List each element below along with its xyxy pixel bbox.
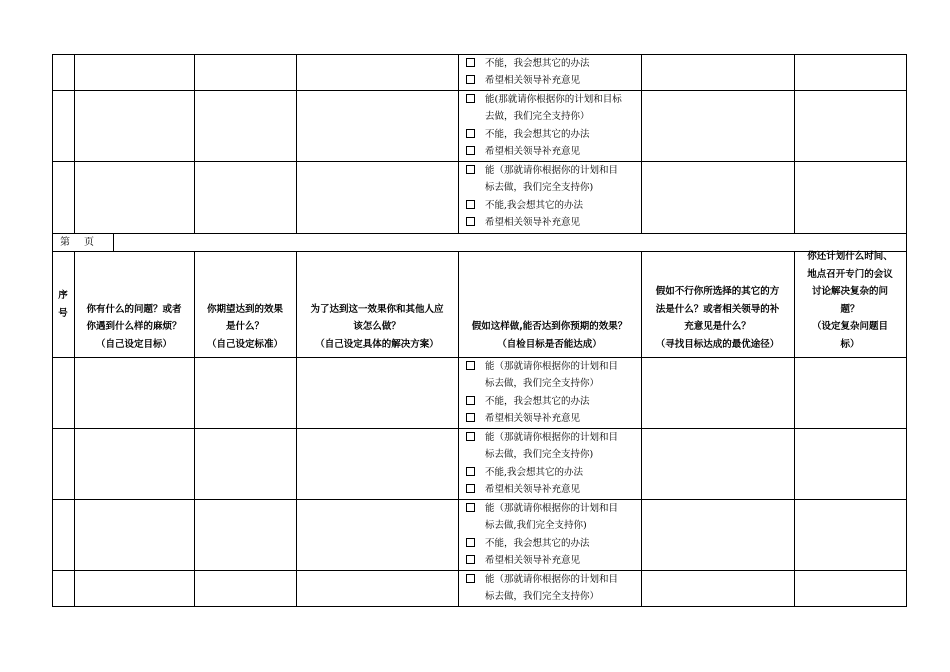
header-alternative: [641, 283, 794, 353]
grid-line-horizontal: [52, 428, 907, 429]
checkbox-icon[interactable]: [466, 574, 475, 583]
check-option[interactable]: [466, 483, 580, 496]
checkbox-icon[interactable]: [466, 75, 475, 84]
check-option[interactable]: [466, 466, 583, 479]
grid-line-vertical: [458, 54, 459, 234]
header-meeting-line: （设定复杂问题目: [811, 321, 888, 332]
header-problem-line: （自己设定目标）: [95, 338, 172, 350]
grid-line-vertical: [74, 54, 75, 234]
check-option[interactable]: [466, 164, 618, 177]
checkbox-icon[interactable]: [466, 165, 475, 174]
header-action-line: （自己设定具体的解决方案）: [315, 338, 439, 350]
header-meeting-line: 你还计划什么时间、: [807, 251, 893, 262]
option-label: 不能，我会想其它的办法: [485, 395, 590, 407]
checkbox-icon[interactable]: [466, 555, 475, 564]
option-label-continuation: 标去做,我们完全支持你): [485, 520, 587, 531]
option-label: 希望相关领导补充意见: [485, 413, 581, 424]
table-border-right: [906, 54, 907, 607]
grid-line-vertical: [794, 54, 795, 234]
header-check: [458, 318, 641, 353]
check-option[interactable]: [466, 199, 583, 212]
check-option[interactable]: [466, 554, 580, 567]
header-problem-line: 你遇到什么样的麻烦？: [86, 321, 182, 332]
option-label: 不能，我会想其它的办法: [485, 57, 590, 69]
grid-line-vertical: [296, 54, 297, 234]
page-number-label: [60, 236, 94, 249]
checkbox-icon[interactable]: [466, 129, 475, 138]
grid-line-horizontal: [52, 251, 907, 252]
header-action: [296, 301, 458, 354]
option-label: 能(那就请你根据你的计划和目标: [485, 93, 622, 105]
header-alternative-line: （寻找目标达成的最优途径）: [655, 338, 780, 350]
check-option[interactable]: [466, 573, 618, 586]
option-label: 不能,我会想其它的办法: [485, 199, 584, 211]
header-expect: [194, 301, 296, 354]
check-option[interactable]: [466, 360, 618, 373]
checkbox-icon[interactable]: [466, 467, 475, 476]
grid-line-horizontal: [52, 570, 907, 571]
grid-line-horizontal: [52, 357, 907, 358]
checkbox-icon[interactable]: [466, 413, 475, 422]
option-label: 能（那就请你根据你的计划和目: [485, 502, 619, 514]
checkbox-icon[interactable]: [466, 94, 475, 103]
option-label: 不能，我会想其它的办法: [485, 128, 590, 140]
header-meeting-line: 标）: [840, 338, 860, 350]
header-seq-line: 序: [58, 290, 68, 301]
check-option[interactable]: [466, 412, 580, 425]
checkbox-icon[interactable]: [466, 58, 475, 67]
grid-line-horizontal: [52, 161, 907, 162]
header-meeting-line: 讨论解决复杂的问: [811, 286, 888, 297]
grid-line-vertical: [641, 54, 642, 234]
checkbox-icon[interactable]: [466, 200, 475, 209]
header-action-line: 为了达到这一效果你和其他人应: [310, 303, 444, 315]
header-alternative-line: 假如不行你所选择的其它的方: [655, 286, 780, 297]
checkbox-icon[interactable]: [466, 432, 475, 441]
header-alternative-line: 法是什么？或者相关领导的补: [655, 303, 780, 315]
check-option[interactable]: [466, 395, 590, 408]
option-label: 能（那就请你根据你的计划和目: [485, 431, 619, 443]
option-label: 不能,我会想其它的办法: [485, 466, 584, 478]
option-label: 能（那就请你根据你的计划和目: [485, 164, 619, 176]
header-expect-line: 你期望达到的效果: [206, 303, 283, 315]
option-label-continuation: 标去做，我们完全支持你）: [485, 378, 600, 389]
option-label-continuation: 去做，我们完全支持你）: [485, 111, 590, 122]
header-seq: [52, 287, 74, 322]
header-meeting-line: 地点召开专门的会议: [807, 268, 893, 280]
header-meeting: [794, 248, 906, 353]
option-label: 希望相关领导补充意见: [485, 146, 581, 157]
check-option[interactable]: [466, 431, 618, 444]
header-problem-line: 你有什么的问题？或者: [86, 303, 182, 315]
option-label: 能（那就请你根据你的计划和目: [485, 573, 619, 585]
header-expect-line: （自己设定标准）: [206, 338, 283, 350]
header-seq-line: 号: [58, 307, 68, 319]
header-action-line: 该怎么做？: [353, 321, 401, 332]
option-label: 能（那就请你根据你的计划和目: [485, 360, 619, 372]
check-option[interactable]: [466, 57, 590, 70]
page-label-suffix: 页: [84, 237, 94, 248]
grid-line-horizontal: [52, 499, 907, 500]
option-label: 希望相关领导补充意见: [485, 217, 581, 228]
page-number-cell-border: [113, 233, 114, 252]
checkbox-icon[interactable]: [466, 503, 475, 512]
option-label-continuation: 标去做，我们完全支持你）: [485, 591, 600, 602]
checkbox-icon[interactable]: [466, 361, 475, 370]
grid-line-horizontal: [52, 606, 907, 607]
header-check-line: （自检目标是否能达成）: [497, 338, 602, 350]
grid-line-horizontal: [52, 90, 907, 91]
grid-line-vertical: [458, 251, 459, 607]
checkbox-icon[interactable]: [466, 217, 475, 226]
table-border-left: [52, 54, 53, 607]
check-option[interactable]: [466, 537, 590, 550]
page-label-prefix: 第: [60, 237, 70, 248]
grid-line-vertical: [194, 54, 195, 234]
checkbox-icon[interactable]: [466, 396, 475, 405]
header-alternative-line: 充意见是什么？: [684, 321, 751, 332]
option-label: 希望相关领导补充意见: [485, 75, 581, 86]
check-option[interactable]: [466, 93, 622, 106]
header-meeting-line: 题？: [840, 303, 860, 315]
header-check-line: 假如这样做,能否达到你预期的效果？: [471, 321, 628, 332]
grid-line-horizontal: [52, 233, 907, 234]
option-label: 希望相关领导补充意见: [485, 555, 581, 566]
option-label: 不能，我会想其它的办法: [485, 537, 590, 549]
option-label-continuation: 标去做，我们完全支持你): [485, 449, 594, 460]
option-label: 希望相关领导补充意见: [485, 484, 581, 495]
header-expect-line: 是什么？: [225, 321, 264, 332]
option-label-continuation: 标去做，我们完全支持你): [485, 182, 594, 193]
grid-line-horizontal: [52, 54, 907, 55]
checkbox-icon[interactable]: [466, 538, 475, 547]
checkbox-icon[interactable]: [466, 484, 475, 493]
header-problem: [74, 301, 194, 354]
check-option[interactable]: [466, 502, 618, 515]
check-option[interactable]: [466, 216, 580, 229]
check-option[interactable]: [466, 145, 580, 158]
check-option[interactable]: [466, 74, 580, 87]
check-option[interactable]: [466, 128, 590, 141]
checkbox-icon[interactable]: [466, 146, 475, 155]
